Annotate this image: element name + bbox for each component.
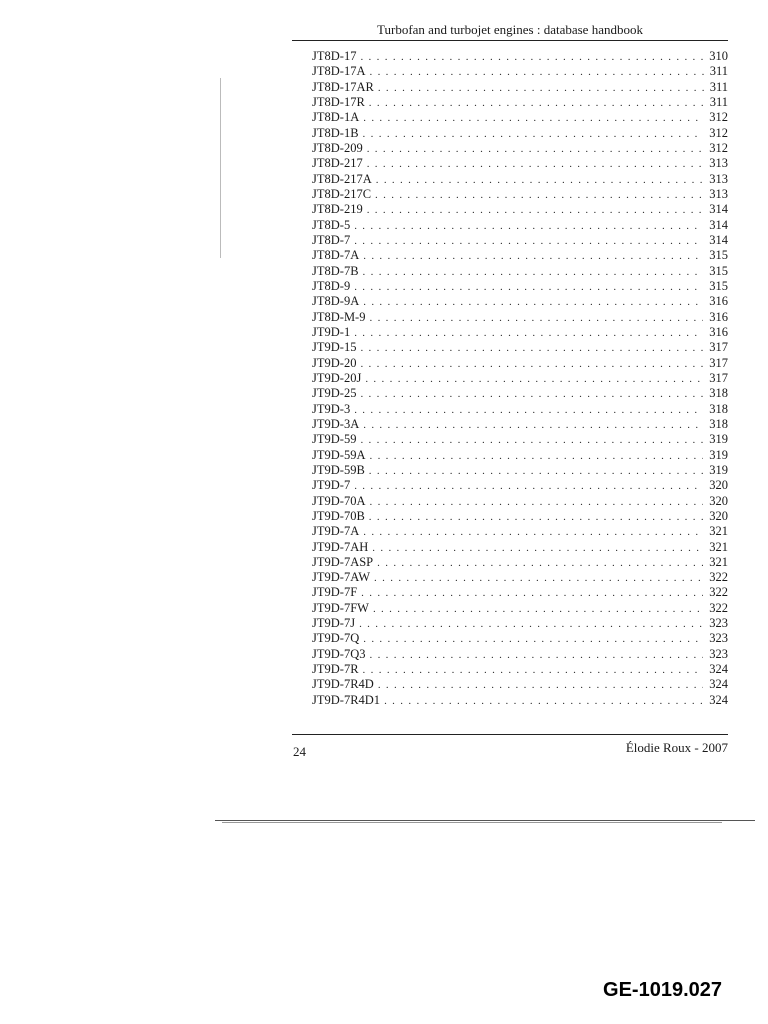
- toc-entry-name: JT9D-59A: [312, 447, 366, 462]
- toc-entry-name: JT8D-M-9: [312, 309, 366, 324]
- toc-entry-name: JT9D-7A: [312, 524, 360, 539]
- toc-entry-name: JT9D-70A: [312, 493, 366, 508]
- toc-dot-leader: [369, 65, 703, 79]
- toc-dot-leader: [363, 111, 703, 125]
- toc-entry: [312, 310, 728, 325]
- exhibit-label: GE-1019.027: [603, 979, 722, 1001]
- toc-entry-name: JT8D-7: [312, 232, 351, 247]
- toc-entry: [312, 294, 728, 309]
- toc-entry-page: 324: [709, 662, 728, 677]
- toc-entry-page: 315: [709, 263, 728, 278]
- toc-dot-leader: [369, 311, 703, 325]
- toc-entry-page: 314: [709, 232, 728, 247]
- toc-entry-name: JT8D-9A: [312, 294, 360, 309]
- toc-dot-leader: [367, 157, 704, 171]
- toc-entry-name: JT9D-59B: [312, 462, 365, 477]
- toc-entry-name: JT9D-7F: [312, 585, 358, 600]
- toc-entry-page: 320: [709, 478, 728, 493]
- toc-entry-name: JT8D-209: [312, 140, 363, 155]
- toc-entry-name: JT9D-7Q3: [312, 646, 366, 661]
- toc-entry-page: 313: [709, 156, 728, 171]
- toc-dot-leader: [363, 525, 703, 539]
- toc-dot-leader: [361, 586, 703, 600]
- toc-entry-page: 322: [709, 600, 728, 615]
- toc-entry-page: 316: [709, 309, 728, 324]
- toc-entry: [312, 172, 728, 187]
- toc-entry-name: JT9D-7AH: [312, 539, 369, 554]
- toc-entry-name: JT9D-70B: [312, 508, 365, 523]
- toc-entry: [312, 585, 728, 600]
- header-rule: [292, 40, 728, 41]
- toc-entry-page: 319: [709, 432, 728, 447]
- toc-dot-leader: [354, 403, 703, 417]
- toc-dot-leader: [377, 556, 703, 570]
- toc-entry-page: 317: [709, 355, 728, 370]
- toc-entry: [312, 432, 728, 447]
- toc-entry-page: 321: [709, 539, 728, 554]
- toc-entry: [312, 156, 728, 171]
- toc-entry: [312, 279, 728, 294]
- toc-entry: [312, 555, 728, 570]
- toc-dot-leader: [375, 188, 703, 202]
- toc-entry-name: JT8D-1A: [312, 110, 360, 125]
- toc-entry-page: 312: [709, 110, 728, 125]
- toc-entry-name: JT9D-7R4D: [312, 677, 374, 692]
- toc-entry: [312, 95, 728, 110]
- toc-dot-leader: [363, 632, 703, 646]
- toc-entry-page: 321: [709, 554, 728, 569]
- toc-entry-name: JT8D-217A: [312, 171, 372, 186]
- toc-entry-page: 317: [709, 340, 728, 355]
- toc-entry: [312, 371, 728, 386]
- toc-entry: [312, 325, 728, 340]
- toc-dot-leader: [369, 449, 703, 463]
- toc-dot-leader: [360, 387, 703, 401]
- toc-dot-leader: [363, 418, 703, 432]
- toc-entry-name: JT8D-219: [312, 202, 363, 217]
- page-number: 24: [293, 744, 306, 759]
- toc-dot-leader: [384, 694, 703, 708]
- toc-entry-name: JT9D-7R: [312, 662, 359, 677]
- toc-entry: [312, 248, 728, 263]
- toc-entry-name: JT9D-20J: [312, 370, 362, 385]
- toc-entry-page: 312: [709, 140, 728, 155]
- toc-entry-name: JT9D-7AW: [312, 570, 371, 585]
- toc-entry-name: JT9D-7FW: [312, 600, 369, 615]
- toc-entry-name: JT9D-7R4D1: [312, 692, 381, 707]
- toc-entry-page: 316: [709, 294, 728, 309]
- toc-entry: [312, 80, 728, 95]
- toc-entry: [312, 187, 728, 202]
- toc-entry-name: JT8D-7B: [312, 263, 359, 278]
- toc-entry-name: JT9D-20: [312, 355, 357, 370]
- toc-entry-page: 319: [709, 447, 728, 462]
- toc-entry-page: 317: [709, 370, 728, 385]
- toc-dot-leader: [354, 326, 703, 340]
- toc-entry-name: JT8D-5: [312, 217, 351, 232]
- toc-entry: [312, 218, 728, 233]
- toc-entry-name: JT9D-15: [312, 340, 357, 355]
- toc-entry: [312, 647, 728, 662]
- toc-dot-leader: [369, 464, 703, 478]
- toc-dot-leader: [374, 571, 703, 585]
- toc-entry-name: JT8D-7A: [312, 248, 360, 263]
- running-header: Turbofan and turbojet engines : database handbook: [377, 22, 643, 37]
- toc-entry: [312, 570, 728, 585]
- toc-dot-leader: [360, 433, 703, 447]
- toc-entry-page: 314: [709, 202, 728, 217]
- toc-entry-name: JT8D-17A: [312, 64, 366, 79]
- toc-entry-page: 316: [709, 324, 728, 339]
- toc-dot-leader: [369, 510, 703, 524]
- scan-margin-line: [220, 78, 221, 258]
- toc-entry: [312, 631, 728, 646]
- toc-entry: [312, 141, 728, 156]
- toc-entry-name: JT8D-217C: [312, 186, 372, 201]
- toc-entry: [312, 662, 728, 677]
- toc-entry-page: 318: [709, 401, 728, 416]
- toc-dot-leader: [354, 280, 703, 294]
- toc-entry: [312, 233, 728, 248]
- toc-entry-name: JT8D-17: [312, 49, 357, 63]
- toc-dot-leader: [378, 81, 704, 95]
- toc-entry: [312, 524, 728, 539]
- toc-entry-name: JT9D-7: [312, 478, 351, 493]
- toc-entry: [312, 386, 728, 401]
- toc-entry-name: JT9D-3: [312, 401, 351, 416]
- toc-dot-leader: [369, 648, 703, 662]
- toc-entry-page: 323: [709, 616, 728, 631]
- toc-entry-page: 322: [709, 585, 728, 600]
- toc-dot-leader: [378, 678, 703, 692]
- toc-entry: [312, 202, 728, 217]
- toc-list: [312, 49, 728, 708]
- toc-dot-leader: [360, 357, 703, 371]
- toc-entry-name: JT9D-7J: [312, 616, 356, 631]
- toc-entry-page: 320: [709, 493, 728, 508]
- toc-entry: [312, 478, 728, 493]
- toc-entry: [312, 601, 728, 616]
- toc-entry-page: 311: [709, 79, 728, 94]
- toc-dot-leader: [373, 602, 703, 616]
- toc-entry: [312, 616, 728, 631]
- toc-entry-page: 323: [709, 646, 728, 661]
- toc-dot-leader: [365, 372, 703, 386]
- toc-entry-name: JT9D-1: [312, 324, 351, 339]
- scan-page-edge-shadow: [222, 822, 722, 823]
- toc-entry-page: 312: [709, 125, 728, 140]
- toc-entry: [312, 693, 728, 708]
- toc-entry-page: 319: [709, 462, 728, 477]
- toc-entry-page: 310: [709, 49, 728, 63]
- toc-entry: [312, 49, 728, 64]
- toc-dot-leader: [360, 341, 703, 355]
- toc-entry: [312, 340, 728, 355]
- toc-dot-leader: [354, 219, 703, 233]
- toc-entry-page: 311: [709, 64, 728, 79]
- toc-entry-page: 318: [709, 416, 728, 431]
- toc-dot-leader: [363, 265, 704, 279]
- toc-dot-leader: [363, 127, 704, 141]
- toc-entry: [312, 509, 728, 524]
- toc-dot-leader: [372, 541, 703, 555]
- toc-dot-leader: [360, 50, 703, 64]
- toc-entry: [312, 126, 728, 141]
- toc-entry-page: 323: [709, 631, 728, 646]
- toc-dot-leader: [369, 96, 704, 110]
- toc-entry: [312, 417, 728, 432]
- toc-entry: [312, 448, 728, 463]
- toc-entry-page: 318: [709, 386, 728, 401]
- toc-entry-page: 321: [709, 524, 728, 539]
- toc-entry: [312, 356, 728, 371]
- toc-entry-page: 311: [709, 94, 728, 109]
- scan-page-edge: [215, 820, 755, 821]
- toc-entry-page: 314: [709, 217, 728, 232]
- toc-dot-leader: [367, 142, 704, 156]
- toc-dot-leader: [363, 663, 704, 677]
- toc-entry-name: JT9D-7ASP: [312, 554, 374, 569]
- toc-entry-name: JT8D-9: [312, 278, 351, 293]
- footer-rule: [292, 734, 728, 735]
- toc-dot-leader: [363, 295, 703, 309]
- toc-entry-page: 315: [709, 248, 728, 263]
- toc-dot-leader: [369, 495, 703, 509]
- toc-entry: [312, 402, 728, 417]
- toc-entry-page: 324: [709, 677, 728, 692]
- toc-entry-name: JT9D-7Q: [312, 631, 360, 646]
- toc-entry-name: JT8D-17R: [312, 94, 365, 109]
- toc-entry-page: 322: [709, 570, 728, 585]
- toc-entry-page: 313: [709, 186, 728, 201]
- toc-entry-page: 324: [709, 692, 728, 707]
- toc-entry: [312, 110, 728, 125]
- toc-entry-name: JT9D-3A: [312, 416, 360, 431]
- toc-entry: [312, 540, 728, 555]
- page-author: Élodie Roux - 2007: [625, 740, 728, 755]
- toc-entry-name: JT8D-217: [312, 156, 363, 171]
- toc-entry: [312, 494, 728, 509]
- toc-dot-leader: [376, 173, 704, 187]
- toc-entry-page: 315: [709, 278, 728, 293]
- toc-entry-name: JT8D-17AR: [312, 79, 374, 94]
- toc-entry-page: 313: [709, 171, 728, 186]
- toc-entry-name: JT8D-1B: [312, 125, 359, 140]
- toc-dot-leader: [359, 617, 703, 631]
- toc-entry-name: JT9D-25: [312, 386, 357, 401]
- toc-entry: [312, 463, 728, 478]
- toc-dot-leader: [354, 479, 703, 493]
- toc-entry-page: 320: [709, 508, 728, 523]
- toc-dot-leader: [363, 249, 703, 263]
- toc-entry: [312, 64, 728, 79]
- toc-entry: [312, 677, 728, 692]
- toc-entry-name: JT9D-59: [312, 432, 357, 447]
- toc-entry: [312, 264, 728, 279]
- toc-dot-leader: [354, 234, 703, 248]
- toc-dot-leader: [367, 203, 704, 217]
